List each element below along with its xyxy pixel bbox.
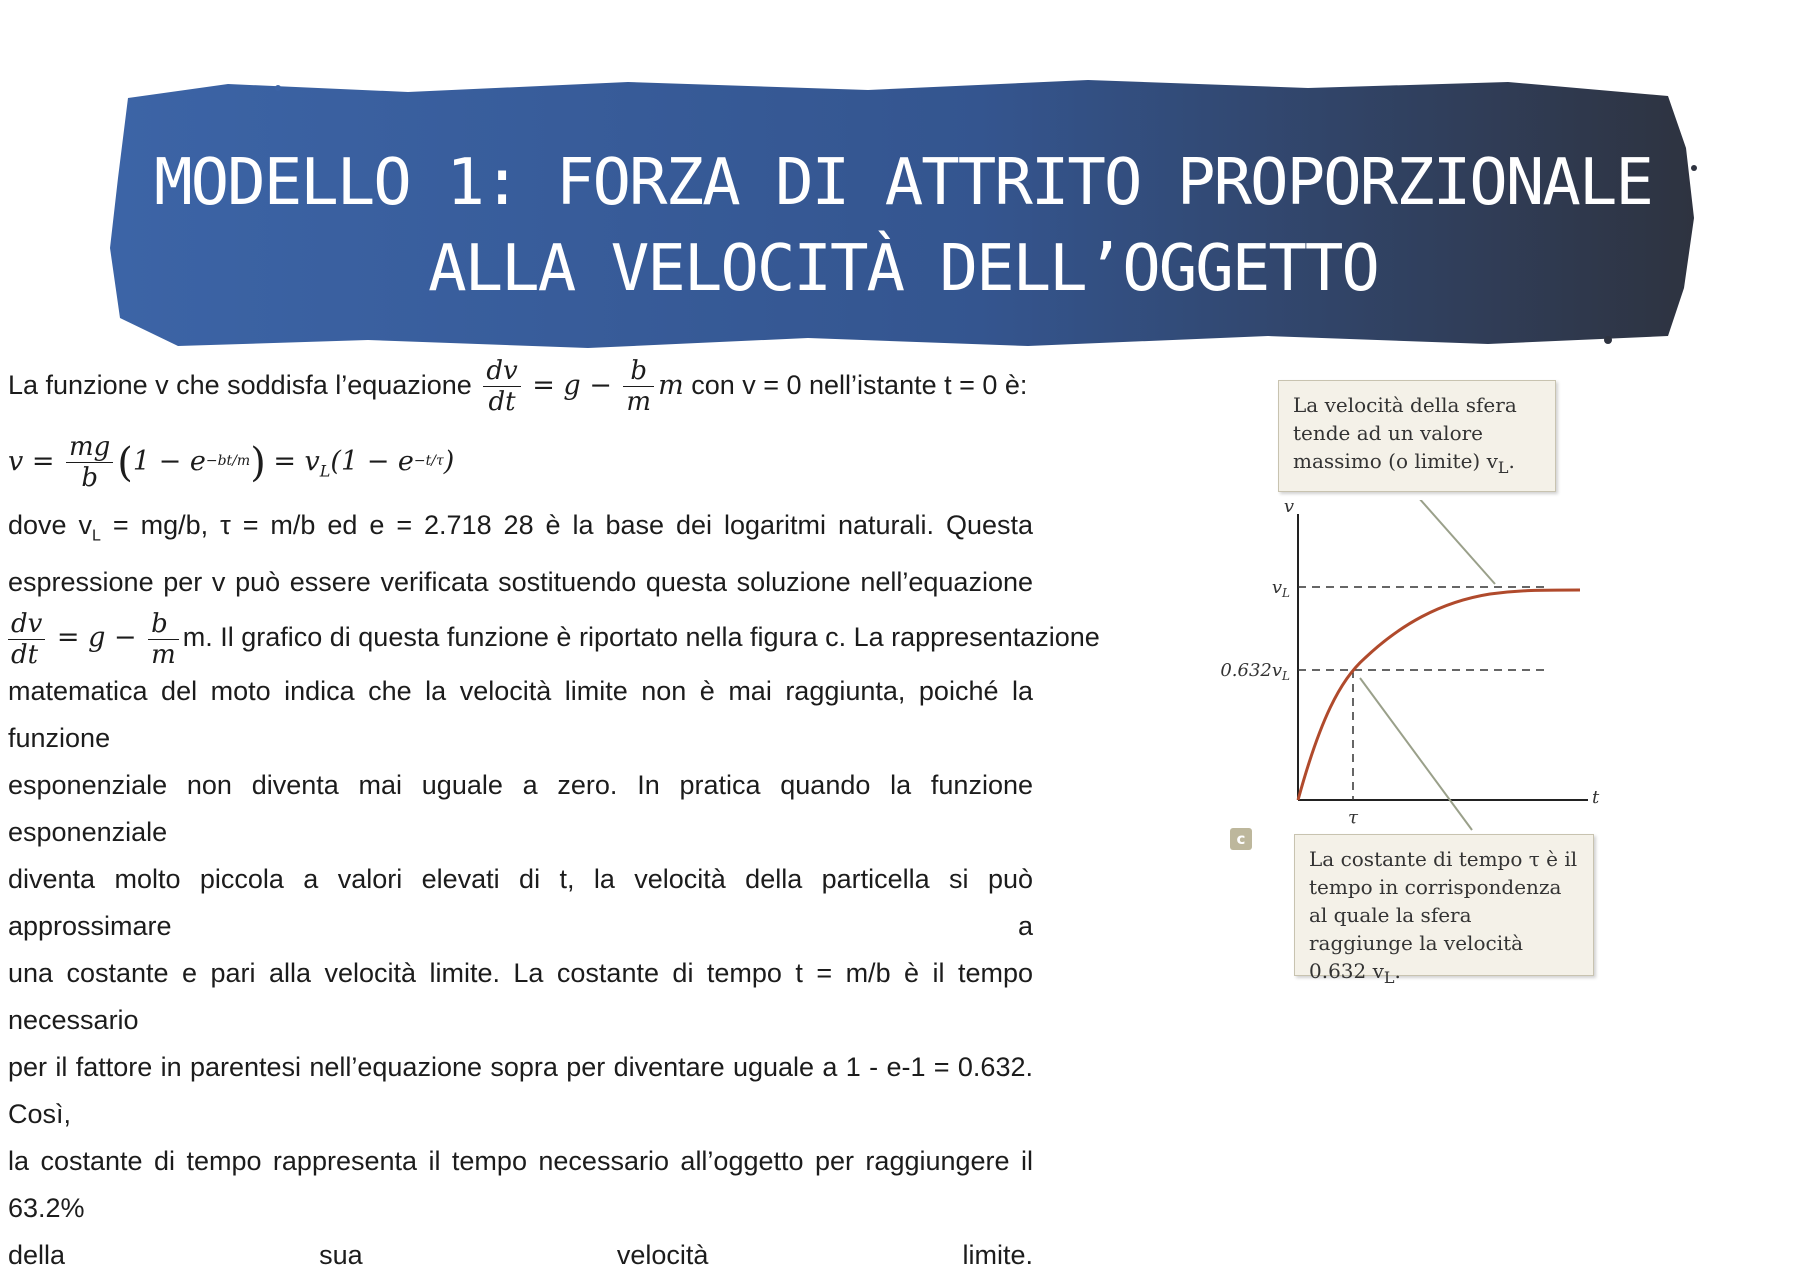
title-line-1: MODELLO 1: FORZA DI ATTRITO PROPORZIONALE	[154, 146, 1652, 220]
callout-terminal-velocity: La velocità della sfera tende ad un valore massimo (o limite) $v_L$.	[1278, 380, 1556, 492]
leader-bottom	[1360, 678, 1472, 830]
figure-label: c	[1230, 828, 1252, 850]
para-line-8: per il fattore in parentesi nell’equazione sopra per diventare uguale a 1 - e-1 = 0.632. Così,	[8, 1052, 1033, 1130]
para-line-7: una costante e pari alla velocità limite. La costante di tempo t = m/b è il tempo necessario	[8, 958, 1033, 1036]
title-line-2: ALLA VELOCITÀ DELL’OGGETTO	[428, 232, 1378, 306]
body-text	[8, 350, 1100, 1279]
velocity-curve	[1298, 590, 1580, 800]
leader-top	[1418, 500, 1495, 584]
para-line-3: $\frac{dv}{dt}$ = g − $\frac{b}{m}$ m. Il grafico di questa funzione è riportato nella figura c. La rappresentazione	[8, 606, 1033, 668]
b-m-fraction: $\frac{b}{m}$	[623, 356, 654, 417]
para-line-10: della sua velocità limite.	[8, 1240, 1033, 1271]
para-line-6: diventa molto piccola a valori elevati di t, la velocità della particella si può approssimare a	[8, 864, 1033, 942]
velocity-graph	[1190, 500, 1610, 840]
tick-vL: $v_L$	[1271, 577, 1290, 600]
intro-text: La funzione v che soddisfa l’equazione	[8, 370, 472, 400]
tick-632: $0.632v_L$	[1220, 660, 1290, 683]
intro-text-end: con v = 0 nell’istante t = 0 è:	[691, 370, 1028, 400]
axis-y-label: v	[1283, 500, 1294, 517]
para-line-9: la costante di tempo rappresenta il tempo necessario all’oggetto per raggiungere il 63.2%	[8, 1146, 1033, 1224]
dv-dt-fraction: $\frac{dv}{dt}$	[483, 356, 520, 417]
intro-line: La funzione v che soddisfa l’equazione $\frac{dv}{dt}$ = g − $\frac{b}{m}$ m con v = 0 nell’istante t = 0 è:	[8, 356, 1028, 418]
paragraph	[8, 502, 1100, 1279]
para-line-2: espressione per v può essere verificata sostituendo questa soluzione nell’equazione	[8, 567, 1033, 598]
page-title	[108, 140, 1698, 312]
callout-time-constant: La costante di tempo τ è il tempo in corrispondenza al quale la sfera raggiunge la velocità 0.632 $v_L$.	[1294, 834, 1594, 976]
para-line-4: matematica del moto indica che la velocità limite non è mai raggiunta, poiché la funzione	[8, 676, 1033, 754]
para-line-1: dove $v_L = mg/b$, τ = m/b ed e = 2.718 28 è la base dei logaritmi naturali. Questa	[8, 510, 1034, 545]
tick-tau: τ	[1348, 807, 1358, 828]
formula-line: v = $\frac{mg}{b}$ $(1 - e^{-bt/m}) = v_L(1 - e^{-t/\tau})$	[8, 432, 455, 494]
para-line-5: esponenziale non diventa mai uguale a zero. In pratica quando la funzione esponenziale	[8, 770, 1033, 848]
axis-x-label: t	[1592, 787, 1600, 808]
